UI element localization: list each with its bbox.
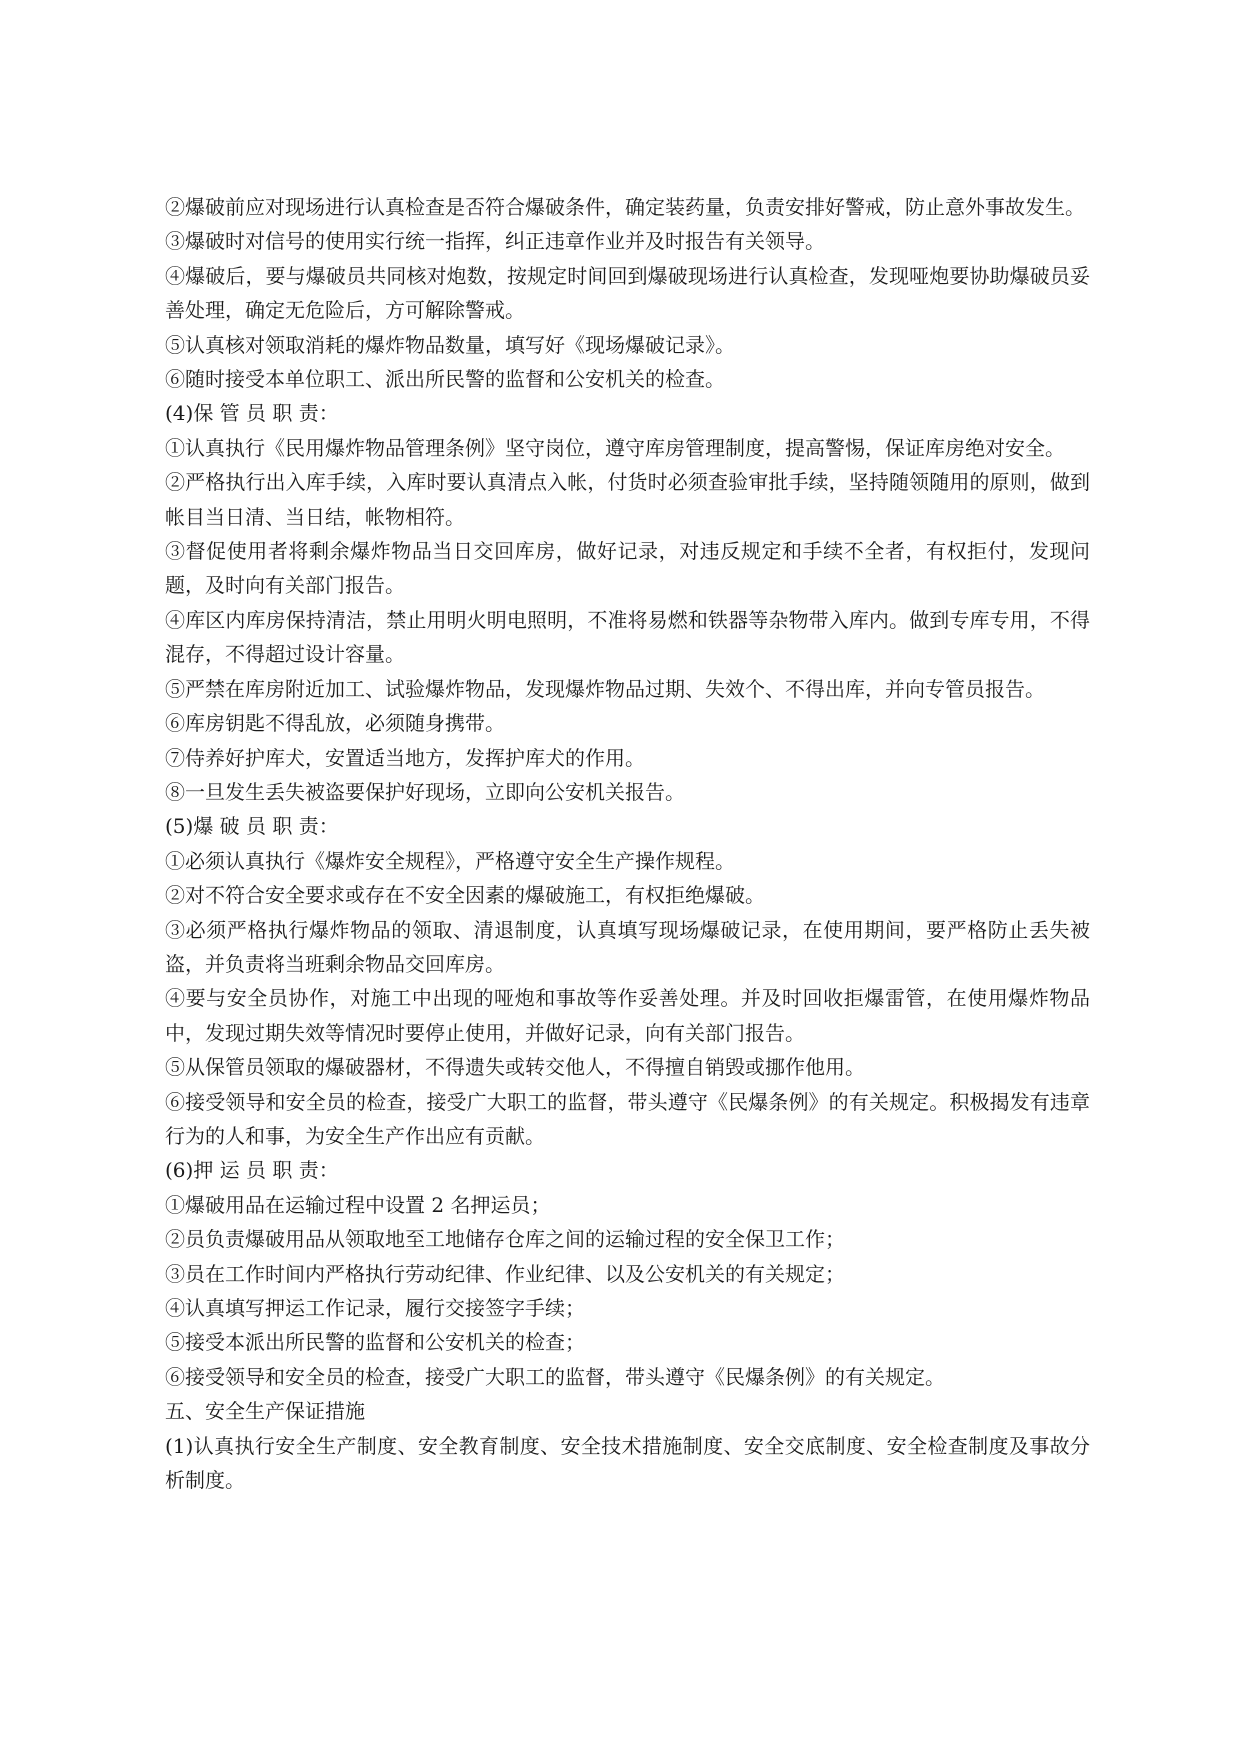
paragraph: ⑥接受领导和安全员的检查，接受广大职工的监督，带头遵守《民爆条例》的有关规定。 (165, 1364, 945, 1389)
section-heading-safety-measures: 五、安全生产保证措施 (165, 1399, 365, 1424)
paragraph: ①爆破用品在运输过程中设置 2 名押运员； (165, 1192, 551, 1217)
paragraph: ⑤从保管员领取的爆破器材，不得遗失或转交他人，不得擅自销毁或挪作他用。 (165, 1055, 865, 1080)
paragraph: ②对不符合安全要求或存在不安全因素的爆破施工，有权拒绝爆破。 (165, 883, 765, 908)
paragraph: ①认真执行《民用爆炸物品管理条例》坚守岗位，遵守库房管理制度，提高警惕，保证库房绝对安全。 (165, 435, 1065, 460)
paragraph: ⑦侍养好护库犬，安置适当地方，发挥护库犬的作用。 (165, 745, 645, 770)
document-body (165, 190, 1090, 1497)
paragraph: ⑧一旦发生丢失被盗要保护好现场，立即向公安机关报告。 (165, 779, 685, 804)
paragraph: ⑥随时接受本单位职工、派出所民警的监督和公安机关的检查。 (165, 367, 725, 392)
paragraph: ②员负责爆破用品从领取地至工地储存仓库之间的运输过程的安全保卫工作； (165, 1227, 845, 1252)
paragraph: ⑤接受本派出所民警的监督和公安机关的检查； (165, 1330, 585, 1355)
paragraph: ④认真填写押运工作记录，履行交接签字手续； (165, 1296, 585, 1320)
paragraph: ③员在工作时间内严格执行劳动纪律、作业纪律、以及公安机关的有关规定； (165, 1261, 845, 1286)
paragraph: ②爆破前应对现场进行认真检查是否符合爆破条件，确定装药量，负责安排好警戒，防止意外事故发生。 (165, 195, 1085, 219)
paragraph: (1)认真执行安全生产制度、安全教育制度、安全技术措施制度、安全交底制度、安全检查制度及事故分析制度。 (165, 1433, 1090, 1493)
section-heading-custodian: (4)保 管 员 职 责： (165, 401, 339, 426)
paragraph: ③督促使用者将剩余爆炸物品当日交回库房，做好记录，对违反规定和手续不全者，有权拒付，发现问题，及时向有关部门报告。 (165, 539, 1090, 598)
paragraph: ⑥接受领导和安全员的检查，接受广大职工的监督，带头遵守《民爆条例》的有关规定。积极揭发有违章行为的人和事，为安全生产作出应有贡献。 (165, 1089, 1090, 1148)
paragraph: ③爆破时对信号的使用实行统一指挥，纠正违章作业并及时报告有关领导。 (165, 229, 825, 254)
paragraph: ③必须严格执行爆炸物品的领取、清退制度，认真填写现场爆破记录，在使用期间，要严格防止丢失被盗，并负责将当班剩余物品交回库房。 (165, 917, 1090, 976)
paragraph: ④爆破后，要与爆破员共同核对炮数，按规定时间回到爆破现场进行认真检查，发现哑炮要协助爆破员妥善处理，确定无危险后，方可解除警戒。 (165, 263, 1090, 323)
paragraph: ④要与安全员协作，对施工中出现的哑炮和事故等作妥善处理。并及时回收拒爆雷管，在使用爆炸物品中，发现过期失效等情况时要停止使用，并做好记录，向有关部门报告。 (165, 986, 1090, 1045)
section-heading-escort: (6)押 运 员 职 责： (165, 1158, 339, 1183)
paragraph: ②严格执行出入库手续，入库时要认真清点入帐，付货时必须查验审批手续，坚持随领随用的原则，做到帐目当日清、当日结，帐物相符。 (165, 470, 1090, 529)
paragraph: ⑤严禁在库房附近加工、试验爆炸物品，发现爆炸物品过期、失效个、不得出库，并向专管员报告。 (165, 676, 1045, 701)
paragraph: ⑥库房钥匙不得乱放，必须随身携带。 (165, 711, 505, 736)
section-heading-blaster: (5)爆 破 员 职 责： (165, 814, 339, 839)
paragraph: ⑤认真核对领取消耗的爆炸物品数量，填写好《现场爆破记录》。 (165, 332, 735, 357)
paragraph: ①必须认真执行《爆炸安全规程》，严格遵守安全生产操作规程。 (165, 848, 735, 873)
paragraph: ④库区内库房保持清洁，禁止用明火明电照明，不准将易燃和铁器等杂物带入库内。做到专库专用，不得混存，不得超过设计容量。 (165, 607, 1090, 667)
